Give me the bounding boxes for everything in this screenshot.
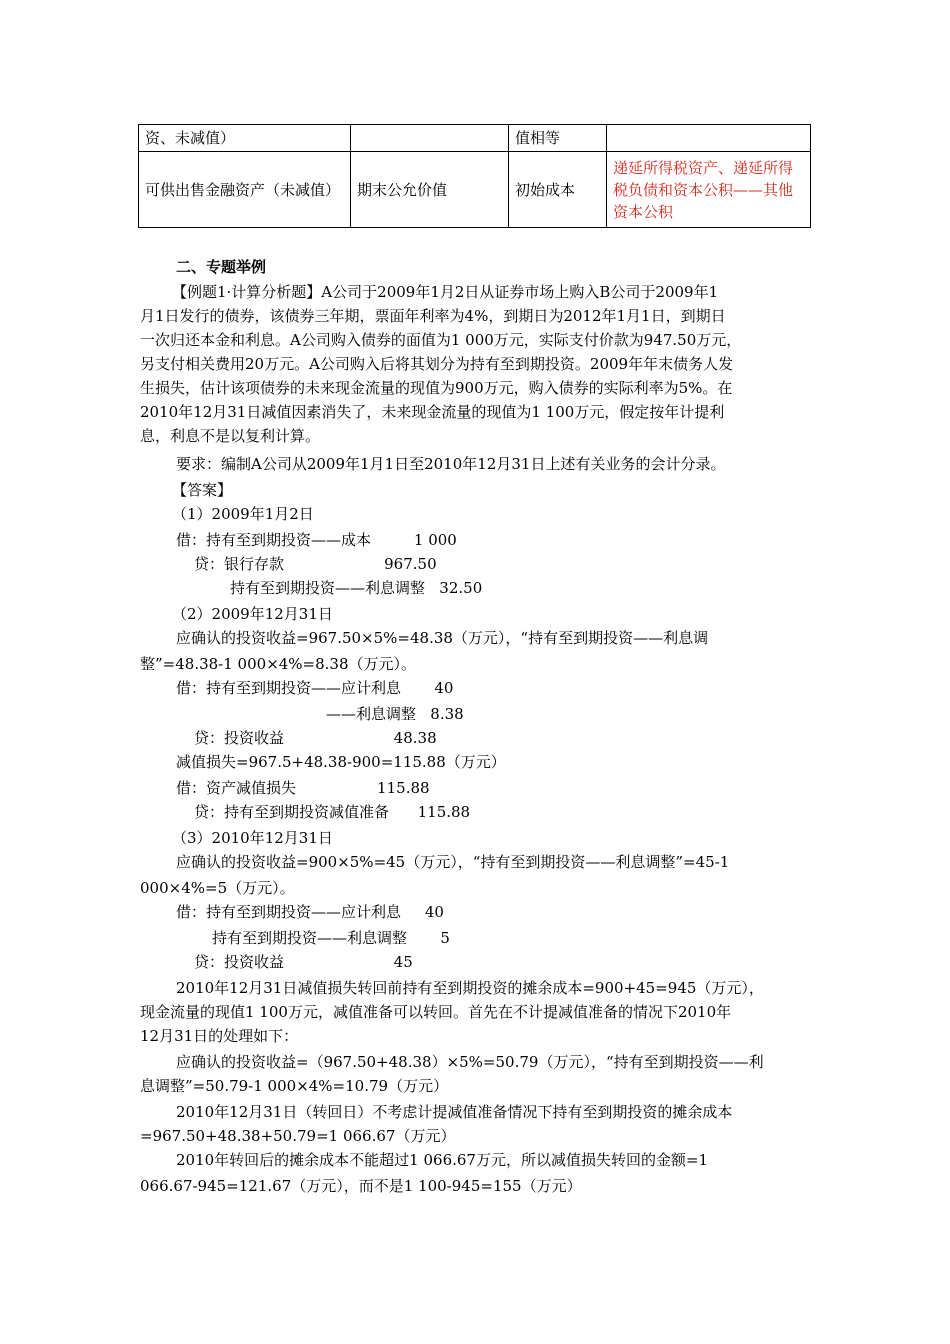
text-line: 借：持有至到期投资——应计利息 40 [176, 679, 454, 697]
text-line: 持有至到期投资——利息调整 5 [212, 929, 450, 947]
text-line: 应确认的投资收益=967.50×5%=48.38（万元），“持有至到期投资——利息调 [176, 629, 709, 647]
text-line: 应确认的投资收益=900×5%=45（万元），“持有至到期投资——利息调整”=45-1 [176, 853, 730, 871]
text-line: 【答案】 [172, 481, 233, 499]
text-line: 066.67-945=121.67（万元），而不是1 100-945=155（万元） [140, 1177, 582, 1195]
text-line: 贷：投资收益 45 [194, 953, 413, 971]
text-line: 一次归还本金和利息。A公司购入债券的面值为1 000万元，实际支付价款为947.50万元， [140, 331, 742, 349]
text-line: 2010年12月31日减值损失转回前持有至到期投资的摊余成本=900+45=945（万元）， [176, 979, 764, 997]
section-title: 二、专题举例 [176, 258, 267, 276]
table-cell [351, 125, 509, 152]
text-line: （3）2010年12月31日 [172, 829, 333, 847]
text-line: 贷：投资收益 48.38 [194, 729, 437, 747]
text-line: 生损失，估计该项债券的未来现金流量的现值为900万元，购入债券的实际利率为5%。在 [140, 379, 733, 397]
text-line: 减值损失=967.5+48.38-900=115.88（万元） [176, 753, 506, 771]
table-cell-note: 递延所得税资产、递延所得税负债和资本公积——其他资本公积 [607, 152, 811, 228]
text-line: 借：资产减值损失 115.88 [176, 779, 430, 797]
table-cell: 值相等 [509, 125, 607, 152]
text-line: 2010年转回后的摊余成本不能超过1 066.67万元，所以减值损失转回的金额=1 [176, 1151, 709, 1169]
text-line: 贷：银行存款 967.50 [194, 555, 437, 573]
table-row [139, 125, 811, 152]
table-cell: 期末公允价值 [351, 152, 509, 228]
text-line: 另支付相关费用20万元。A公司购入后将其划分为持有至到期投资。2009年年末债务人发 [140, 355, 734, 373]
table-cell [607, 125, 811, 152]
text-line: 持有至到期投资——利息调整 32.50 [230, 579, 483, 597]
text-line: 2010年12月31日减值因素消失了，未来现金流量的现值为1 100万元，假定按年计提利 [140, 403, 725, 421]
text-line: 息调整”=50.79-1 000×4%=10.79（万元） [140, 1077, 449, 1095]
text-line: 贷：持有至到期投资减值准备 115.88 [194, 803, 471, 821]
text-line: 2010年12月31日（转回日）不考虑计提减值准备情况下持有至到期投资的摊余成本 [176, 1103, 733, 1121]
text-line: 息，利息不是以复利计算。 [140, 427, 321, 445]
table-row [139, 152, 811, 228]
text-line: =967.50+48.38+50.79=1 066.67（万元） [140, 1127, 456, 1145]
text-line: （1）2009年1月2日 [172, 505, 314, 523]
table-cell: 可供出售金融资产（未减值） [139, 152, 351, 228]
text-line: 月1日发行的债券，该债券三年期，票面年利率为4%，到期日为2012年1月1日，到期日 [140, 307, 726, 325]
text-line: 借：持有至到期投资——应计利息 40 [176, 903, 444, 921]
text-line: （2）2009年12月31日 [172, 605, 333, 623]
text-line: 现金流量的现值1 100万元，减值准备可以转回。首先在不计提减值准备的情况下2010年 [140, 1003, 732, 1021]
text-line: 000×4%=5（万元）。 [140, 879, 295, 897]
text-line: 应确认的投资收益=（967.50+48.38）×5%=50.79（万元），“持有至到期投资——利 [176, 1053, 764, 1071]
summary-table [138, 124, 811, 228]
text-line: ——利息调整 8.38 [326, 705, 464, 723]
text-line: 12月31日的处理如下： [140, 1027, 299, 1045]
table-cell: 初始成本 [509, 152, 607, 228]
text-line: 要求：编制A公司从2009年1月1日至2010年12月31日上述有关业务的会计分录。 [176, 455, 726, 473]
table-cell: 资、未减值） [139, 125, 351, 152]
text-line: 【例题1·计算分析题】A公司于2009年1月2日从证券市场上购入B公司于2009年1 [172, 283, 719, 301]
text-line: 借：持有至到期投资——成本 1 000 [176, 531, 457, 549]
text-line: 整”=48.38-1 000×4%=8.38（万元）。 [140, 655, 417, 673]
